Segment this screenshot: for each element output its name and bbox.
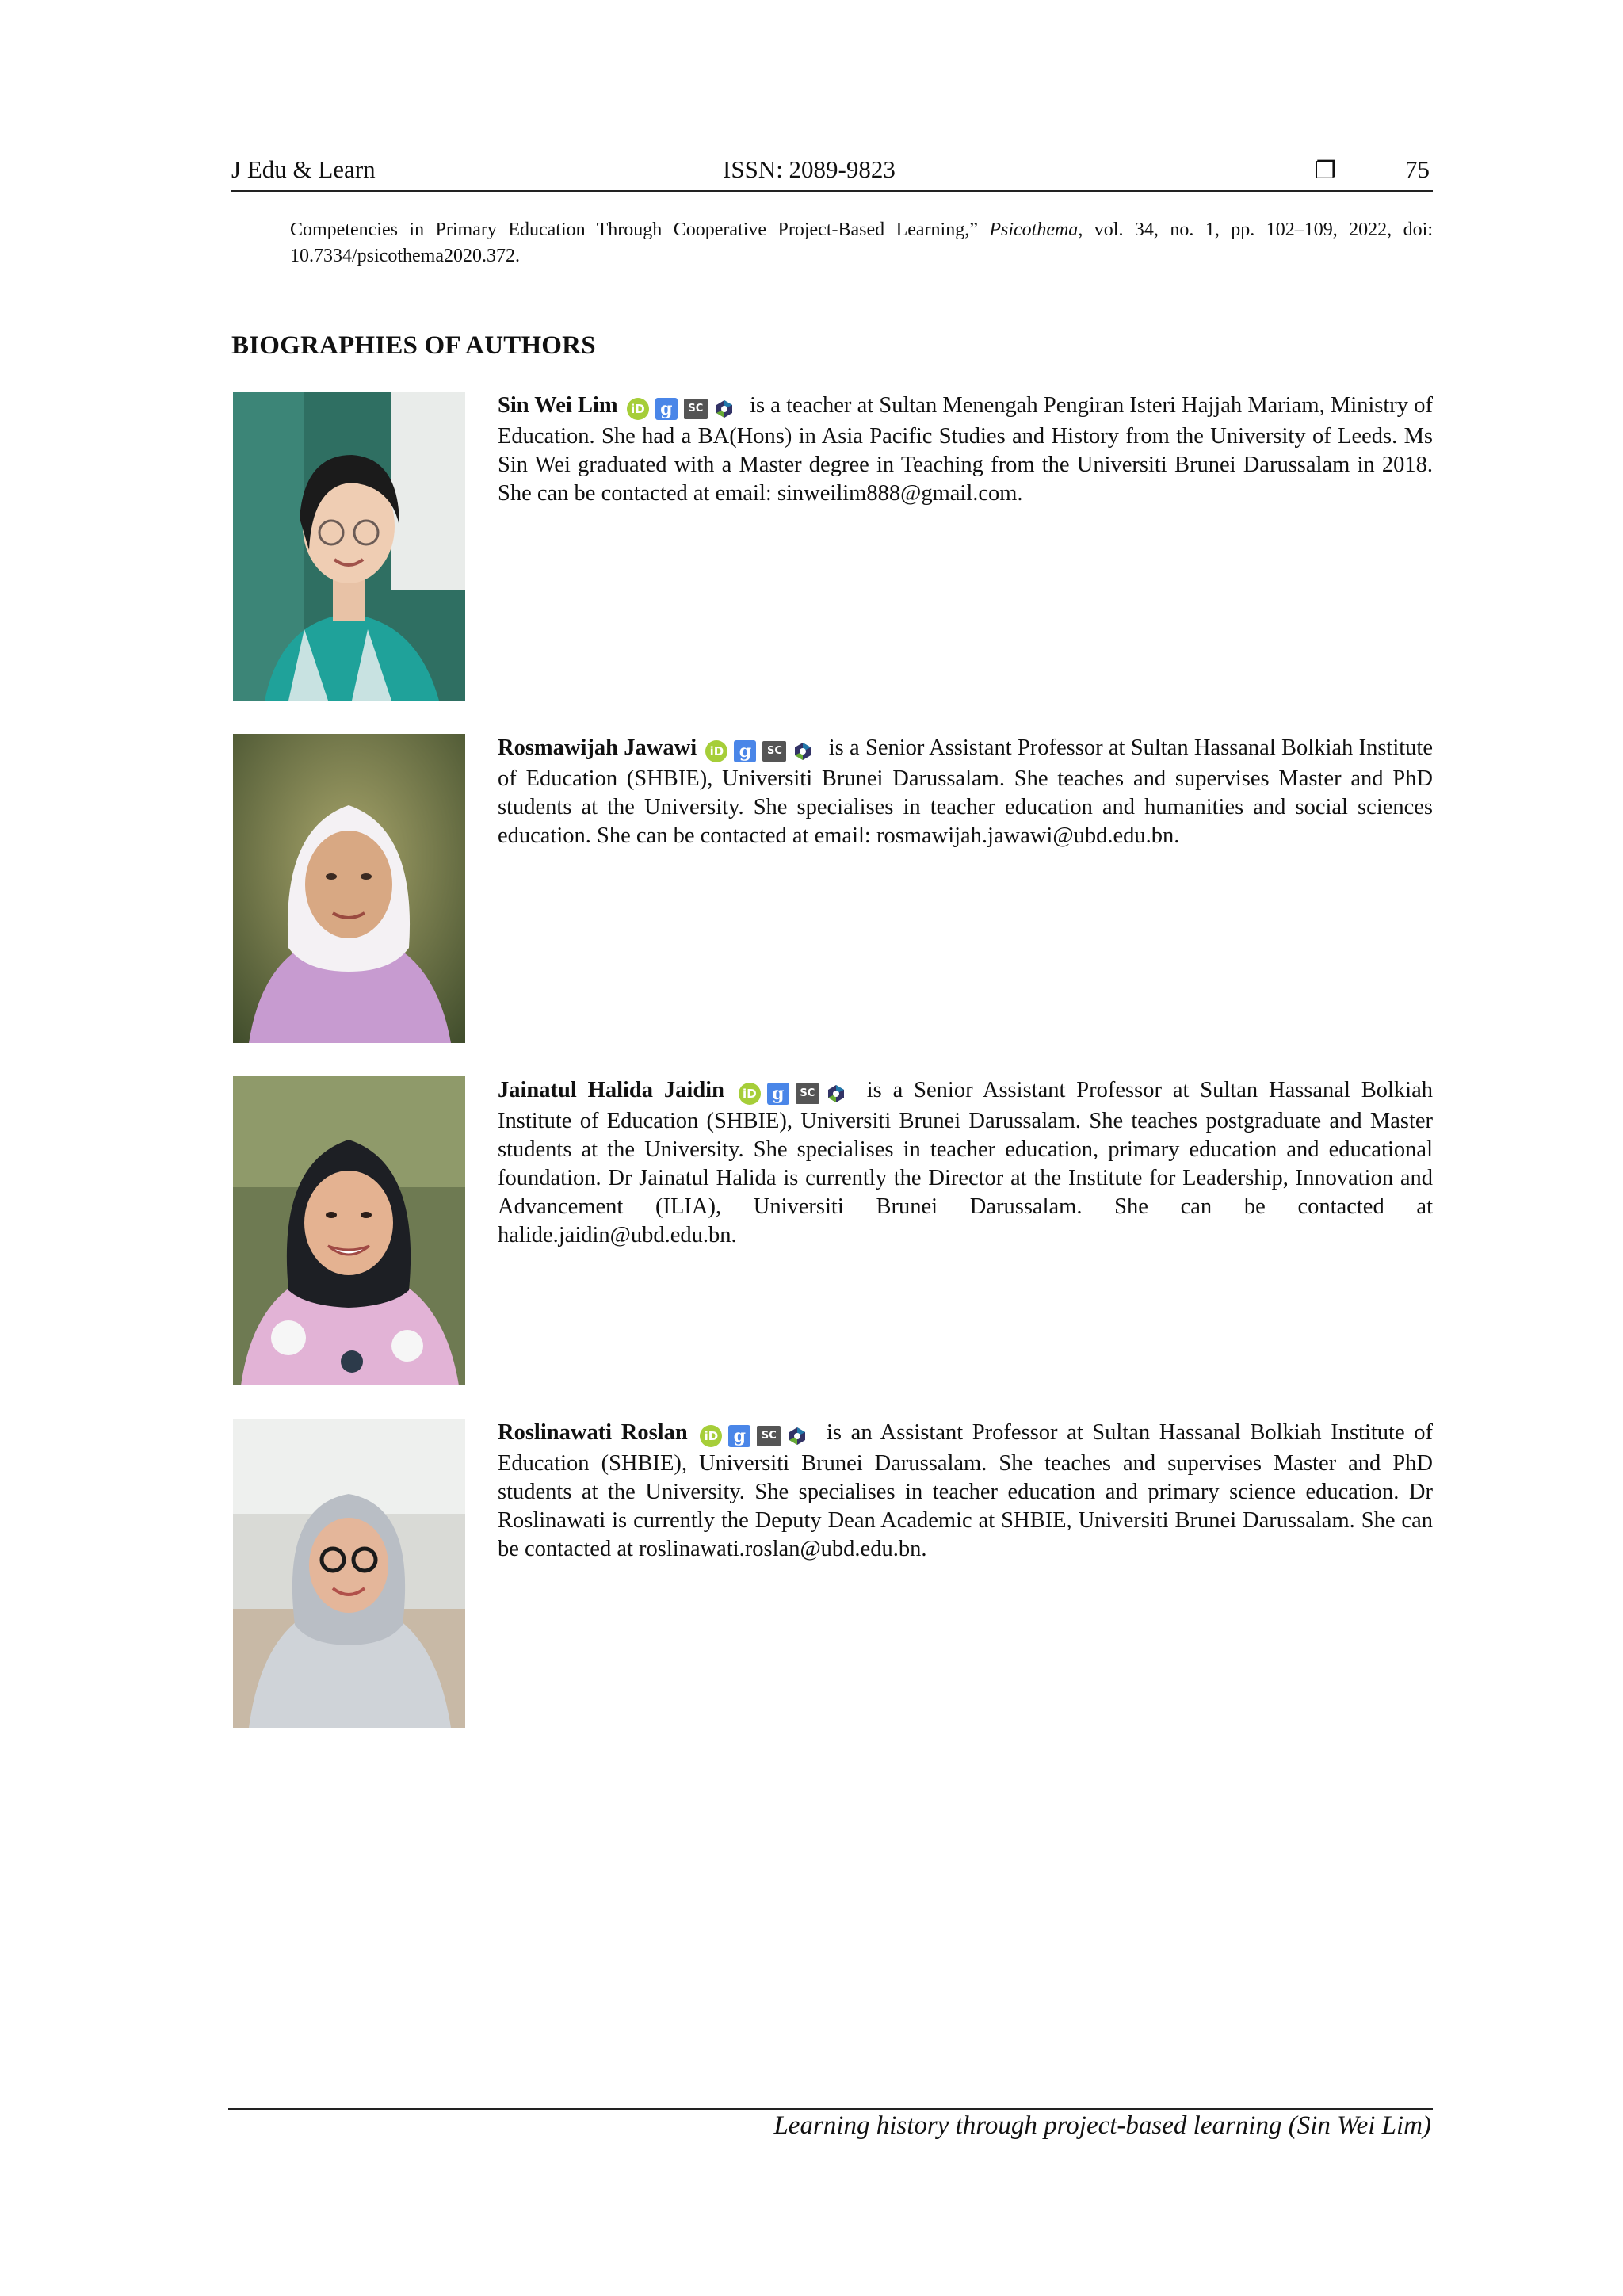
author-bio-text bbox=[498, 734, 1433, 850]
google-scholar-icon[interactable]: g bbox=[734, 740, 756, 762]
reference-entry bbox=[290, 217, 1433, 269]
orcid-icon[interactable]: iD bbox=[700, 1425, 722, 1447]
author-description: is a Senior Assistant Professor at Sultan Hassanal Bolkiah Institute of Education (SHBIE), Universiti Brunei Darussalam. She teaches postgraduate and Master students at the University. She specialises in teacher education, primary education and educational foundation. Dr Jainatul Halida is currently the Director at the Institute for Leadership, Innovation and Advancement (ILIA), Universiti Brunei Darussalam. She can be contacted at halide.jaidin@ubd.edu.bn. bbox=[498, 1078, 1434, 1247]
publons-icon[interactable] bbox=[787, 1426, 808, 1446]
orcid-icon[interactable]: iD bbox=[705, 740, 727, 762]
author-profile-icons bbox=[700, 1421, 814, 1450]
author-photo bbox=[233, 1419, 465, 1728]
orcid-icon[interactable]: iD bbox=[627, 398, 649, 420]
google-scholar-icon[interactable]: g bbox=[728, 1425, 750, 1447]
reference-details: , vol. 34, no. 1, pp. 102–109, 2022, doi: 10.7334/psicothema2020.372. bbox=[290, 220, 1433, 266]
reference-journal: Psicothema bbox=[989, 220, 1079, 240]
author-description: is a Senior Assistant Professor at Sultan Hassanal Bolkiah Institute of Education (SHBIE), Universiti Brunei Darussalam. She teaches and supervises Master and PhD students at the University. She specialises in teacher education and humanities and social sciences education. She can be contacted at email: rosmawijah.jawawi@ubd.edu.bn. bbox=[498, 735, 1433, 848]
author-name: Sin Wei Lim bbox=[498, 393, 618, 418]
author-photo bbox=[233, 734, 465, 1043]
author-bio bbox=[233, 1076, 1433, 1387]
author-name: Jainatul Halida Jaidin bbox=[498, 1078, 724, 1102]
author-bio-text bbox=[498, 392, 1433, 508]
google-scholar-icon[interactable]: g bbox=[655, 398, 678, 420]
author-bio bbox=[233, 392, 1433, 702]
author-profile-icons bbox=[739, 1079, 853, 1107]
author-bio bbox=[233, 1419, 1433, 1729]
author-name: Roslinawati Roslan bbox=[498, 1420, 688, 1445]
google-scholar-icon[interactable]: g bbox=[767, 1083, 789, 1105]
publons-icon[interactable] bbox=[792, 741, 813, 762]
footer-rule bbox=[228, 2108, 1433, 2110]
scopus-icon[interactable]: SC bbox=[762, 741, 786, 762]
orcid-icon[interactable]: iD bbox=[739, 1083, 761, 1105]
author-name: Rosmawijah Jawawi bbox=[498, 735, 697, 760]
scopus-icon[interactable]: SC bbox=[684, 399, 708, 419]
author-photo bbox=[233, 1076, 465, 1385]
page-number: 75 bbox=[1405, 155, 1430, 183]
author-bio-text bbox=[498, 1419, 1433, 1564]
author-profile-icons bbox=[627, 394, 741, 422]
author-photo bbox=[233, 392, 465, 701]
author-bio bbox=[233, 734, 1433, 1045]
issn: ISSN: 2089-9823 bbox=[723, 155, 896, 183]
scopus-icon[interactable]: SC bbox=[796, 1083, 819, 1104]
scopus-icon[interactable]: SC bbox=[757, 1426, 781, 1446]
running-footer: Learning history through project-based learning (Sin Wei Lim) bbox=[773, 2111, 1431, 2140]
publons-icon[interactable] bbox=[714, 399, 735, 419]
square-icon: ❐ bbox=[1315, 158, 1336, 184]
author-description: is a teacher at Sultan Menengah Pengiran Isteri Hajjah Mariam, Ministry of Education. She had a BA(Hons) in Asia Pacific Studies and History from the University of Leeds. Ms Sin Wei graduated with a Master degree in Teaching from the Universiti Brunei Darussalam in 2018. She can be contacted at email: sinweilim888@gmail.com. bbox=[498, 393, 1433, 506]
section-title: BIOGRAPHIES OF AUTHORS bbox=[231, 331, 596, 360]
reference-text: Competencies in Primary Education Through Cooperative Project-Based Learning,” bbox=[290, 220, 990, 240]
journal-name: J Edu & Learn bbox=[231, 155, 376, 183]
author-description: is an Assistant Professor at Sultan Hassanal Bolkiah Institute of Education (SHBIE), Universiti Brunei Darussalam. She teaches and supervises Master and PhD students at the University. She specialises in teacher education and primary science education. Dr Roslinawati is currently the Deputy Dean Academic at SHBIE, Universiti Brunei Darussalam. She can be contacted at roslinawati.roslan@ubd.edu.bn. bbox=[498, 1420, 1434, 1561]
author-profile-icons bbox=[705, 736, 819, 765]
running-header bbox=[231, 155, 1433, 192]
publons-icon[interactable] bbox=[826, 1083, 846, 1104]
author-bio-text bbox=[498, 1076, 1433, 1250]
